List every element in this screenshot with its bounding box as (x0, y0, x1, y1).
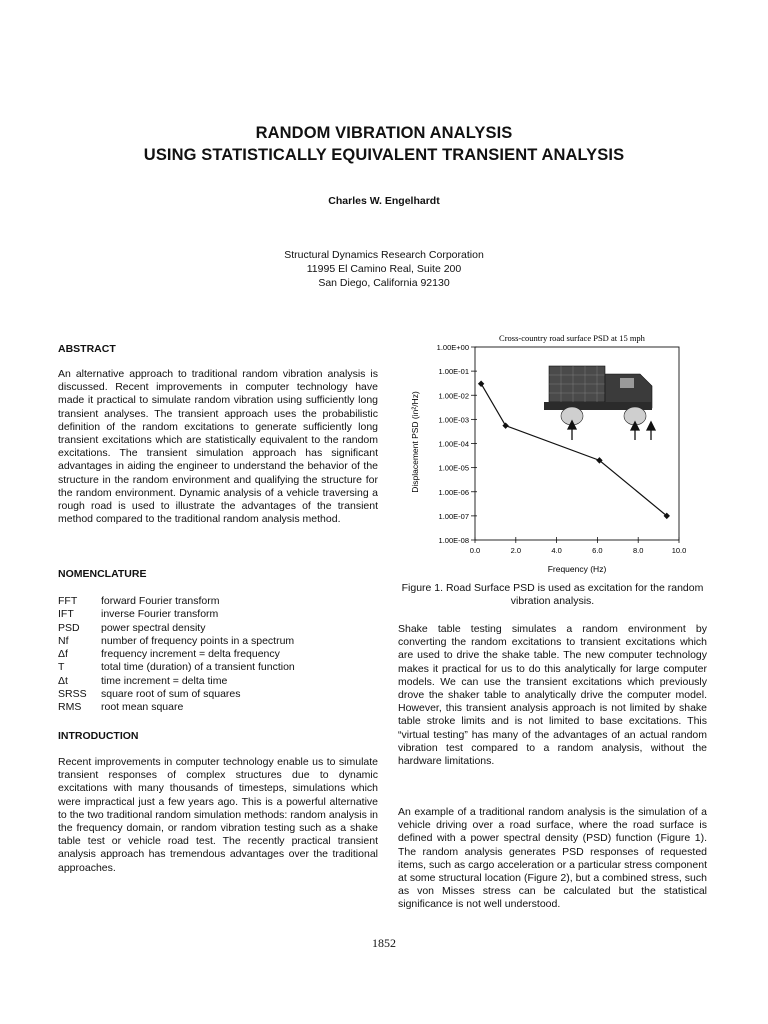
y-tick-label: 1.00E-06 (438, 487, 469, 497)
y-tick-label: 1.00E+00 (436, 343, 469, 352)
nomenclature-def: inverse Fourier transform (101, 608, 219, 621)
x-tick-label: 0.0 (469, 546, 481, 555)
abstract-heading: ABSTRACT (58, 343, 116, 355)
y-axis-label: Displacement PSD (in²/Hz) (410, 391, 420, 493)
nomenclature-def: time increment = delta time (101, 674, 228, 687)
y-tick-label: 1.00E-03 (438, 415, 469, 425)
nomenclature-abbr: PSD (58, 621, 80, 634)
affiliation-line: San Diego, California 92130 (318, 277, 450, 289)
x-tick-label: 2.0 (510, 546, 522, 555)
y-tick-label: 1.00E-02 (438, 391, 469, 401)
x-axis-label: Frequency (Hz) (547, 564, 607, 574)
nomenclature-abbr: Δt (58, 674, 68, 687)
nomenclature-heading: NOMENCLATURE (58, 568, 147, 580)
paper-title-line-1: RANDOM VIBRATION ANALYSIS (255, 124, 513, 142)
page-number: 1852 (372, 936, 396, 950)
road-psd-chart (404, 330, 704, 575)
x-tick-label: 8.0 (632, 546, 644, 555)
affiliation-line: 11995 El Camino Real, Suite 200 (306, 263, 462, 275)
nomenclature-def: total time (duration) of a transient function (101, 661, 295, 674)
abstract-text: An alternative approach to traditional random vibration analysis is discussed. Recent improvements in computer technology have made it practical to simulate random vibration using sufficiently long transient analyses. The transient approach uses the probabilistic definition of the random excitations to generate sufficiently long transient excitations which are statistically equivalent to the random excitations. The transient simulation approach has significant advantages in aiding the engineer to understand the behavior of the structure in the random environment and qualifying the structure for the random environment. Dynamic analysis of a vehicle traversing a rough road is used to illustrate the advantages of the transient method compared to the traditional random analysis method. (58, 368, 378, 526)
nomenclature-def: number of frequency points in a spectrum (101, 634, 295, 647)
nomenclature-abbr: T (58, 661, 65, 674)
chart-title: Cross-country road surface PSD at 15 mph (499, 333, 645, 343)
data-point (478, 381, 484, 387)
nomenclature-item (58, 675, 378, 688)
nomenclature-item (58, 608, 378, 621)
nomenclature-abbr: SRSS (58, 688, 87, 701)
vehicle-illustration (544, 366, 655, 440)
nomenclature-item (58, 595, 378, 608)
nomenclature-abbr: FFT (58, 595, 78, 607)
y-tick-label: 1.00E-05 (438, 463, 469, 473)
nomenclature-item (58, 648, 378, 661)
nomenclature-abbr: RMS (58, 701, 82, 714)
y-tick-label: 1.00E-04 (438, 439, 469, 449)
nomenclature-item (58, 622, 378, 635)
nomenclature-def: square root of sum of squares (101, 688, 241, 701)
data-point (502, 422, 508, 428)
paper-title-line-2: USING STATISTICALLY EQUIVALENT TRANSIENT ANALYSIS (143, 146, 625, 164)
nomenclature-def: frequency increment = delta frequency (101, 648, 280, 661)
affiliation-line: Structural Dynamics Research Corporation (284, 249, 484, 261)
figure-1-caption: Figure 1. Road Surface PSD is used as excitation for the random vibration analysis. (401, 582, 704, 608)
nomenclature-def: power spectral density (101, 621, 206, 634)
affiliation-block (0, 248, 768, 290)
y-tick-label: 1.00E-08 (438, 536, 469, 545)
nomenclature-item (58, 635, 378, 648)
nomenclature-item (58, 661, 378, 674)
nomenclature-item (58, 688, 378, 701)
nomenclature-item (58, 701, 378, 714)
y-axis (437, 343, 477, 545)
nomenclature-def: root mean square (101, 701, 184, 714)
y-tick-label: 1.00E-01 (438, 367, 469, 377)
x-tick-label: 6.0 (592, 546, 603, 555)
nomenclature-abbr: IFT (58, 608, 74, 621)
body-paragraph-1: Shake table testing simulates a random environment by converting the random excitations to transient excitations which are used to drive the shake table. The new computer technology makes it practical for us to do this analytically for large computer models. We can use the transient excitations which previously drove the shaker table to analytically drive the computer model. However, this transient analysis approach is not limited by shake table stroke limits and is not limited to base excitations. This “virtual testing” has many of the advantages of an actual random vibration test compared to a random analysis, without the hardware limitations. (398, 623, 707, 768)
nomenclature-abbr: Δf (58, 648, 68, 661)
y-tick-label: 1.00E-07 (438, 511, 469, 521)
nomenclature-list (58, 595, 378, 715)
introduction-text: Recent improvements in computer technology enable us to simulate transient responses of complex structures due to dynamic excitations with many thousands of timesteps, simulations which were impractical just a few years ago. This is a powerful alternative to the two traditional random simulation methods: random analysis in the frequency domain, or random vibration testing such as a shake table test or vehicle road test. The recently practical transient analysis approach has tremendous advantages over the traditional approaches. (58, 756, 378, 874)
x-tick-label: 4.0 (551, 546, 562, 555)
nomenclature-def: forward Fourier transform (101, 595, 220, 607)
author-name: Charles W. Engelhardt (328, 195, 440, 207)
x-tick-label: 10.0 (671, 546, 687, 555)
nomenclature-abbr: Nf (58, 634, 69, 647)
introduction-heading: INTRODUCTION (58, 730, 139, 742)
body-paragraph-2: An example of a traditional random analysis is the simulation of a vehicle driving over a road surface, where the road surface is defined with a power spectral density (PSD) function (Figure 1). The random analysis generates PSD responses of requested items, such as cargo acceleration or a particular stress component at some structural location (Figure 2), but a combined stress, such as von Misses stress can be calculated but the statistical significance is not well understood. (398, 806, 707, 911)
